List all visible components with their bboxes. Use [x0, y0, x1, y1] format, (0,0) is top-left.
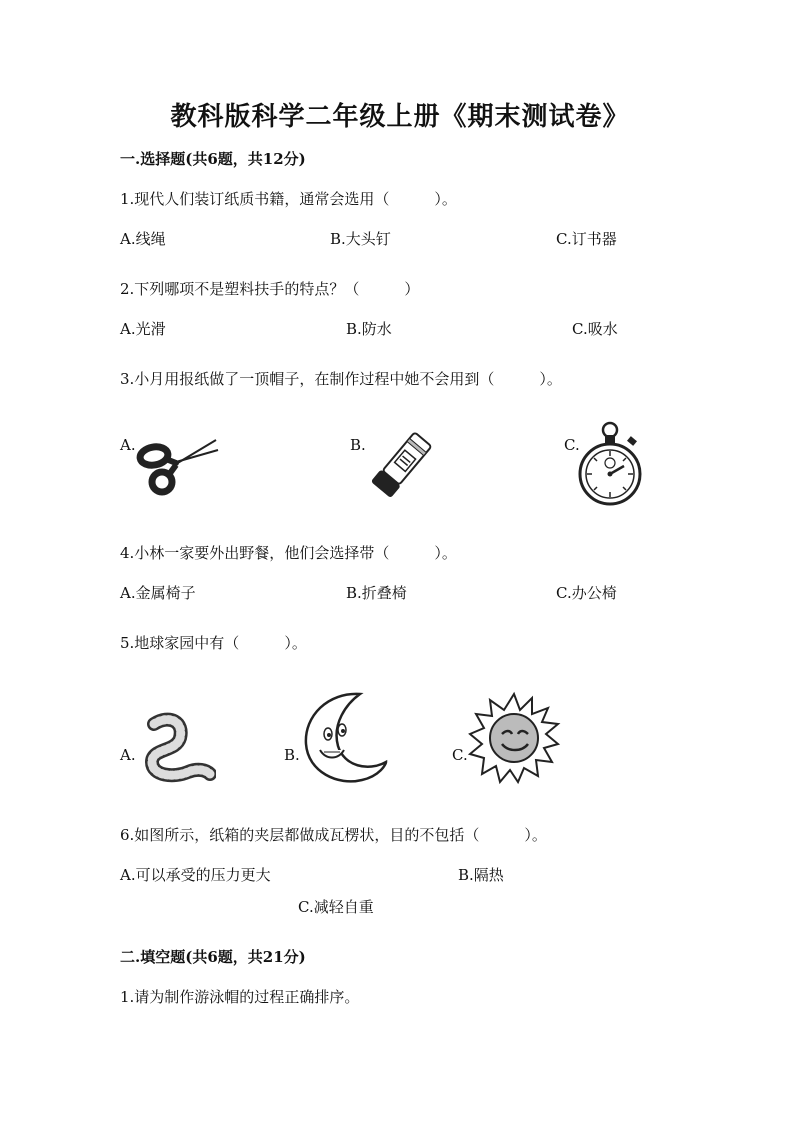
q2-option-b: B.防水 — [346, 320, 392, 338]
question-6: 6.如图所示，纸箱的夹层都做成瓦楞状，目的不包括（ ）。 — [120, 826, 547, 844]
question-1: 1.现代人们装订纸质书籍，通常会选用（ ）。 — [120, 190, 457, 208]
q4-option-c: C.办公椅 — [556, 584, 617, 602]
question-5: 5.地球家园中有（ ）。 — [120, 634, 307, 652]
q6-option-c: C.减轻自重 — [298, 898, 374, 916]
sun-icon — [466, 690, 562, 786]
scissors-icon — [136, 432, 220, 498]
glue-stick-icon — [366, 430, 438, 502]
q5-option-c: C. — [452, 746, 468, 764]
q6-option-b: B.隔热 — [458, 866, 504, 884]
q1-option-a: A.线绳 — [120, 230, 166, 248]
q3-option-b: B. — [350, 436, 366, 454]
crescent-moon-icon — [298, 688, 388, 788]
question-2: 2.下列哪项不是塑料扶手的特点？（ ） — [120, 280, 420, 298]
page-title: 教科版科学二年级上册《期末测试卷》 — [170, 102, 630, 132]
q1-option-b: B.大头钉 — [330, 230, 391, 248]
q6-option-a: A.可以承受的压力更大 — [120, 866, 271, 884]
q3-option-c: C. — [564, 436, 580, 454]
q4-option-a: A.金属椅子 — [120, 584, 196, 602]
stopwatch-icon — [578, 420, 642, 510]
q1-option-c: C.订书器 — [556, 230, 617, 248]
question-3: 3.小月用报纸做了一顶帽子，在制作过程中她不会用到（ ）。 — [120, 370, 562, 388]
q3-option-a: A. — [120, 436, 136, 454]
q5-option-b: B. — [284, 746, 300, 764]
section-heading-fill: 二.填空题(共6题，共21分) — [120, 948, 306, 966]
q2-option-c: C.吸水 — [572, 320, 618, 338]
fill-question-1: 1.请为制作游泳帽的过程正确排序。 — [120, 988, 360, 1006]
q4-option-b: B.折叠椅 — [346, 584, 407, 602]
q5-option-a: A. — [120, 746, 136, 764]
section-heading-choice: 一.选择题(共6题，共12分) — [120, 150, 306, 168]
earthworm-icon — [140, 712, 216, 786]
question-4: 4.小林一家要外出野餐，他们会选择带（ ）。 — [120, 544, 457, 562]
q2-option-a: A.光滑 — [120, 320, 166, 338]
